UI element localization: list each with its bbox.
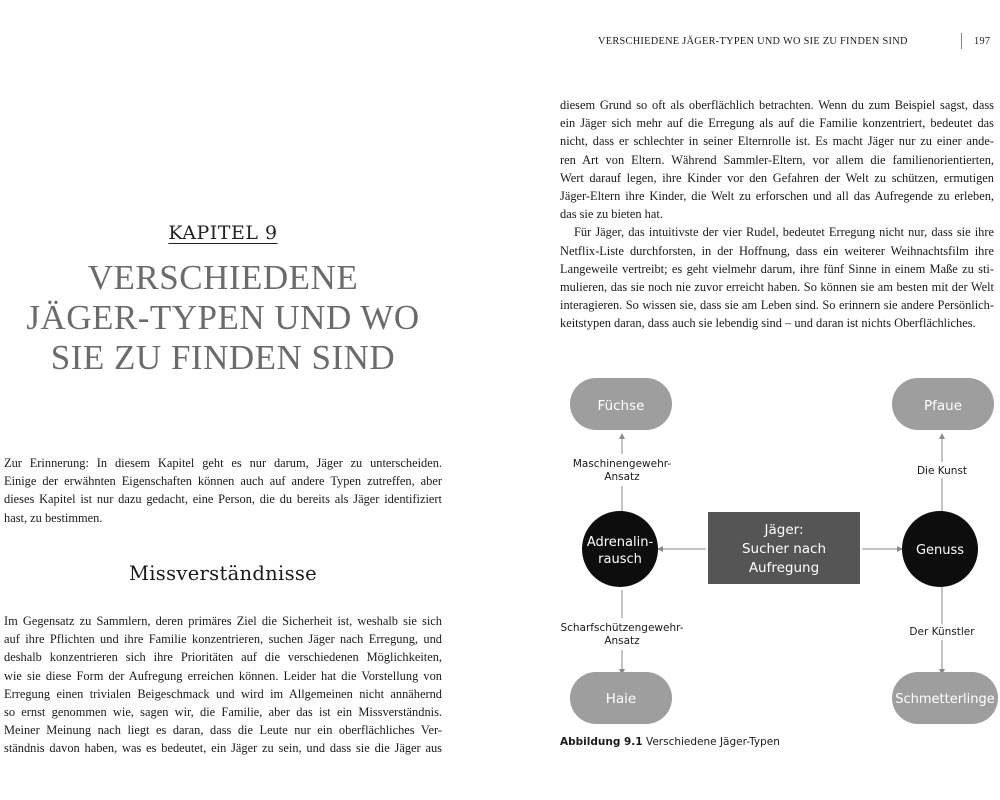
text-line: Zur Erinnerung: In diesem Kapitel geht es nur darum, Jäger zu unterscheiden.	[4, 456, 442, 470]
circle-adrenalin-line: Adrenalin-	[586, 535, 654, 550]
center-box-line: Aufregung	[748, 560, 820, 576]
running-head-title: VERSCHIEDENE JÄGER-TYPEN UND WO SIE ZU FINDEN SIND	[598, 36, 908, 47]
label-scharfschuetzen: Ansatz	[604, 635, 640, 647]
right-body-text	[560, 96, 994, 333]
section-paragraph	[4, 612, 442, 758]
right-page	[500, 0, 1000, 800]
text-line: so ernst genommen wie, sagen wir, die Familie, aber das ist ein Missverständnis.	[4, 705, 442, 720]
text-line: ein Jäger sich mehr auf die Erregung als auf die Familie konzentriert, bedeutet das	[560, 116, 994, 131]
text-line: das sie zu bieten hat.	[560, 207, 663, 222]
text-line: Erregung einen trivialen Beigeschmack und wird im Allgemeinen nicht annähernd	[4, 686, 442, 701]
pill-fuechse-label: Füchse	[597, 398, 645, 414]
paragraph	[560, 96, 994, 223]
text-line: diesem Grund so oft als oberflächlich betrachten. Wenn du zum Beispiel sagst, dass	[560, 98, 994, 112]
text-line: ren Art von Eltern. Während Sammler-Eltern, vor allem die familienorientierten,	[560, 152, 994, 167]
figure-caption	[560, 736, 780, 748]
text-line: wie sie diese Form der Aufregung erreichen können. Leider hat die Vorstellung von	[4, 668, 442, 683]
label-maschinengewehr: Ansatz	[604, 471, 640, 483]
text-line: Einige der erwähnten Eigenschaften können auch auf andere Typen zutreffen, aber	[4, 474, 442, 489]
text-line: Wert darauf legen, ihre Kinder vor den Gefahren der Welt zu schützen, ermutigen	[560, 170, 994, 185]
text-line: auf ihre Pflichten und ihre Familie konzentrieren, suchen Jäger nach Erregung, und	[4, 632, 442, 647]
text-line: Im Gegensatz zu Sammlern, deren primäres Ziel die Sicherheit ist, weshalb sie sich	[4, 614, 442, 628]
text-line: Für Jäger, das intuitivste der vier Rudel, bedeutet Erregung nicht nur, dass sie ihre	[574, 225, 994, 240]
circle-genuss-label: Genuss	[915, 543, 965, 558]
label-maschinengewehr: Maschinengewehr-	[572, 458, 672, 470]
text-line: ständnis davon haben, was es bedeutet, ein Jäger zu sein, und dass sie die Jäger aus	[4, 741, 442, 756]
chapter-title-line: JÄGER-TYPEN UND WO	[26, 298, 420, 337]
text-line: dieses Kapitel ist nur dazu gedacht, eine Person, die du bereits als Jäger identifiziert	[4, 492, 442, 507]
section-heading: Missverständnisse	[128, 562, 318, 585]
pill-haie-label: Haie	[605, 691, 637, 707]
label-die-kunst: Die Kunst	[916, 465, 968, 477]
page-number: 197	[974, 36, 991, 47]
chapter-label: KAPITEL 9	[168, 222, 278, 244]
text-line: keitstypen daran, dass auch sie lebendig sind – und daran ist nichts Oberflächliches.	[560, 316, 976, 331]
chapter-title-line: SIE ZU FINDEN SIND	[50, 338, 396, 377]
figure-caption-number: Abbildung 9.1	[560, 736, 643, 748]
running-head-divider	[961, 33, 962, 49]
text-line: Meiner Meinung nach liegt es daran, dass die Leute nur ein oberflächliches Ver-	[4, 723, 442, 738]
figure-diagram	[556, 374, 1000, 754]
intro-paragraph	[4, 454, 442, 527]
chapter-title-line: VERSCHIEDENE	[87, 258, 359, 297]
diagram-svg	[556, 374, 1000, 734]
paragraph	[560, 223, 994, 332]
figure-caption-text: Verschiedene Jäger-Typen	[645, 736, 780, 748]
pill-pfaue-label: Pfaue	[923, 398, 963, 414]
center-box-line: Jäger:	[764, 522, 804, 538]
center-box-line: Sucher nach	[741, 541, 827, 557]
chapter-title	[0, 258, 446, 378]
label-scharfschuetzen: Scharfschützengewehr-	[560, 622, 684, 634]
text-line: interagieren. So wissen sie, dass sie am Leben sind. So erinnern sie andere Persönlich-	[560, 298, 994, 313]
text-line: nicht, dass er schlechter in seiner Elternrolle ist. Es macht Jäger nur zu einer ande-	[560, 134, 994, 149]
text-line: Netflix-Liste durchforsten, in der Hoffnung, dass ein weiterer Weihnachtsfilm ihre	[560, 243, 994, 258]
circle-adrenalin-line: rausch	[598, 552, 642, 567]
text-line: Langeweile vertreibt; es geht vielmehr darum, ihre fünf Sinne in einem Maße zu sti-	[560, 261, 994, 276]
pill-schmetterlinge-label: Schmetterlinge	[895, 692, 995, 707]
text-line: Jäger-Eltern ihre Kinder, die Welt zu erforschen und all das Aufregende zu erleben,	[560, 189, 994, 204]
text-line: deshalb konzentrieren sich ihre Prioritäten auf die verschiedenen Möglichkeiten,	[4, 650, 442, 665]
text-line: mulieren, das sie noch nie zuvor erreicht haben. So können sie am besten mit der Welt	[560, 280, 994, 295]
text-line: hast, zu bestimmen.	[4, 510, 103, 525]
label-der-kuenstler: Der Künstler	[909, 626, 975, 638]
